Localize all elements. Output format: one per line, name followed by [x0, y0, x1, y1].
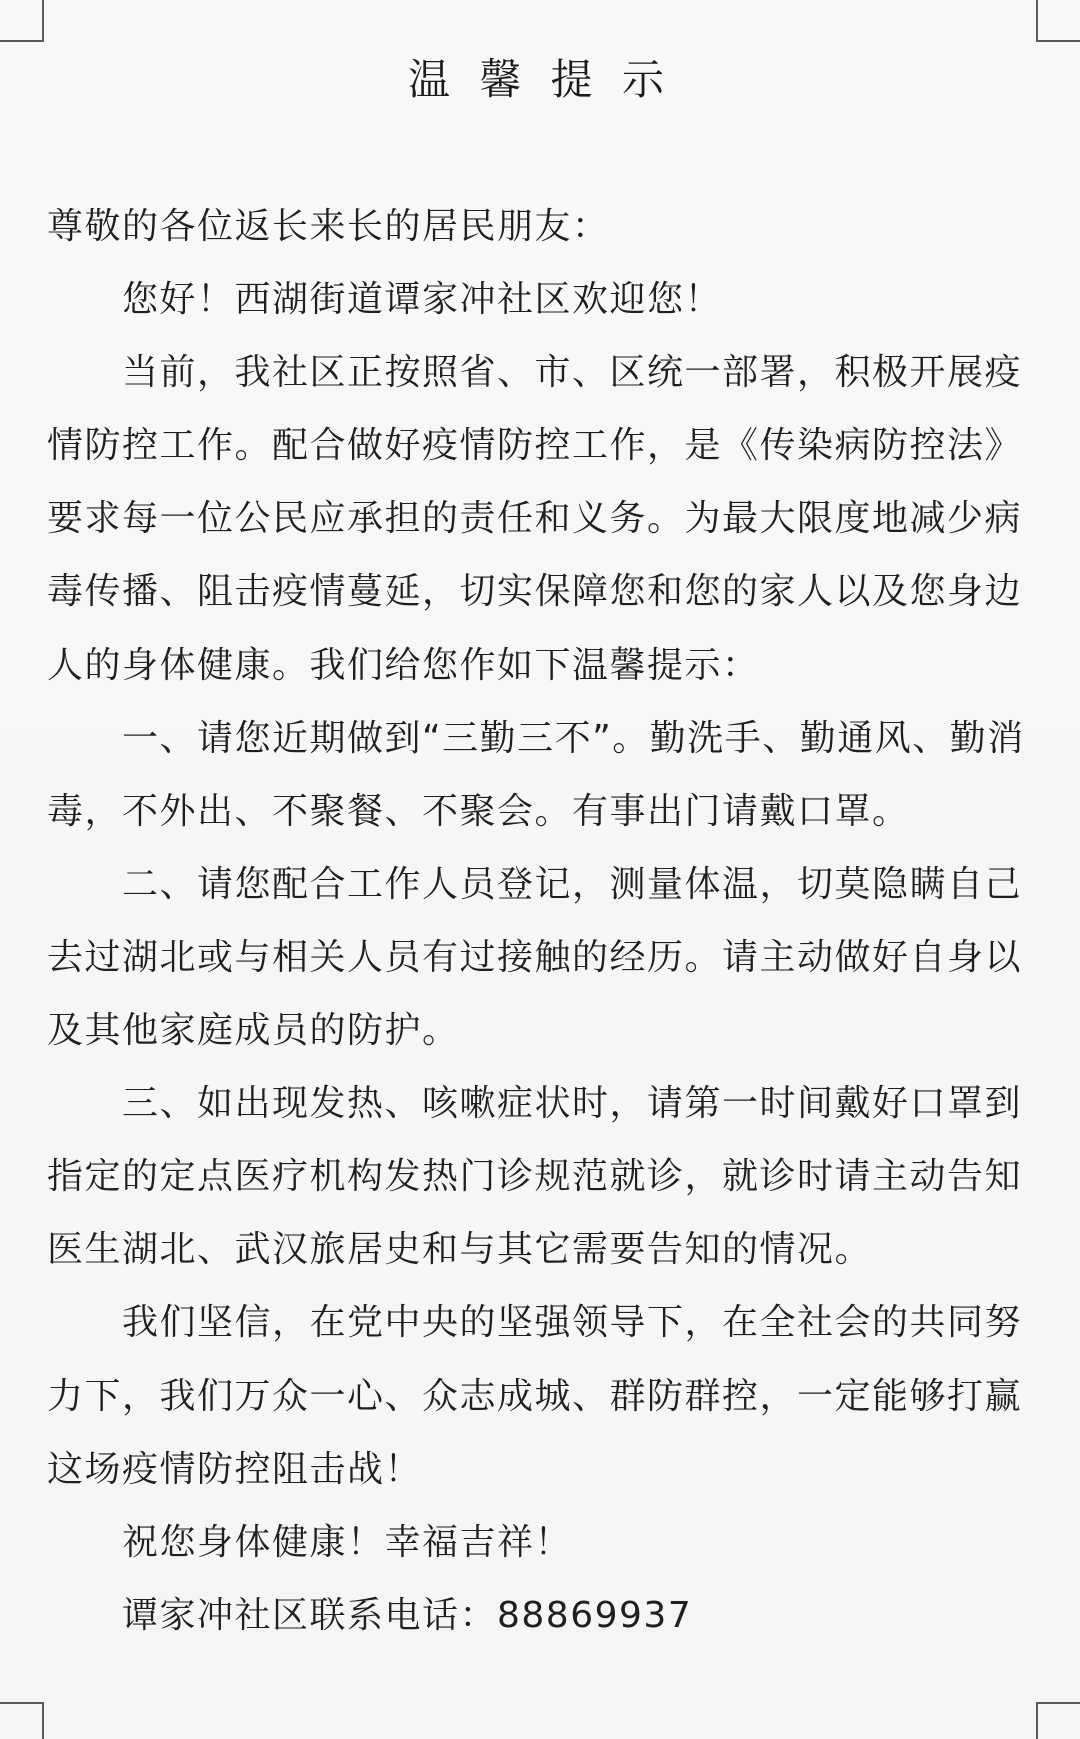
- text-line: 人的身体健康。我们给您作如下温馨提示：: [47, 644, 760, 686]
- notice-body: [47, 190, 1047, 1670]
- wish-line: 祝您身体健康！幸福吉祥！: [122, 1521, 573, 1563]
- text-line: 及其他家庭成员的防护。: [47, 1010, 460, 1052]
- tip-three-paragraph: [47, 1067, 1047, 1286]
- salutation-paragraph: [47, 190, 1047, 263]
- text-line: 我们坚信，在党中央的坚强领导下，在全社会的共同努: [122, 1302, 1023, 1344]
- salutation-line: 尊敬的各位返长来长的居民朋友：: [47, 206, 610, 247]
- text-line: 毒，不外出、不聚餐、不聚会。有事出门请戴口罩。: [47, 790, 910, 832]
- tip-one-paragraph: [47, 702, 1047, 848]
- text-line: 三、如出现发热、咳嗽症状时，请第一时间戴好口罩到: [122, 1083, 1023, 1125]
- text-line: 力下，我们万众一心、众志成城、群防群控，一定能够打赢: [47, 1375, 1023, 1417]
- text-line: 指定的定点医疗机构发热门诊规范就诊，就诊时请主动告知: [47, 1156, 1023, 1198]
- text-line: 毒传播、阻击疫情蔓延，切实保障您和您的家人以及您身边: [47, 571, 1023, 613]
- intro-paragraph: [47, 336, 1047, 701]
- text-line: 情防控工作。配合做好疫情防控工作，是《传染病防控法》: [47, 425, 1023, 467]
- text-line: 二、请您配合工作人员登记，测量体温，切莫隐瞒自己: [122, 863, 1023, 905]
- contact-phone-line: 谭家冲社区联系电话：88869937: [122, 1594, 693, 1636]
- text-line: 医生湖北、武汉旅居史和与其它需要告知的情况。: [47, 1229, 873, 1271]
- greeting-paragraph: [47, 263, 1047, 336]
- contact-paragraph: [47, 1579, 1047, 1652]
- text-line: 当前，我社区正按照省、市、区统一部署，积极开展疫: [122, 352, 1023, 394]
- crop-mark-bottom-right: [1036, 1702, 1080, 1739]
- tip-two-paragraph: [47, 848, 1047, 1067]
- crop-mark-bottom-left: [0, 1702, 44, 1739]
- crop-mark-top-left: [0, 0, 44, 42]
- wish-paragraph: [47, 1506, 1047, 1579]
- notice-title: 温 馨 提 示: [407, 55, 673, 104]
- closing-paragraph: [47, 1286, 1047, 1505]
- crop-mark-top-right: [1036, 0, 1080, 42]
- text-line: 一、请您近期做到“三勤三不”。勤洗手、勤通风、勤消: [122, 717, 1025, 759]
- text-line: 这场疫情防控阻击战！: [47, 1448, 423, 1490]
- text-line: 要求每一位公民应承担的责任和义务。为最大限度地减少病: [47, 498, 1023, 540]
- greeting-line: 您好！西湖街道谭家冲社区欢迎您！: [122, 279, 723, 321]
- text-line: 去过湖北或与相关人员有过接触的经历。请主动做好自身以: [47, 936, 1023, 978]
